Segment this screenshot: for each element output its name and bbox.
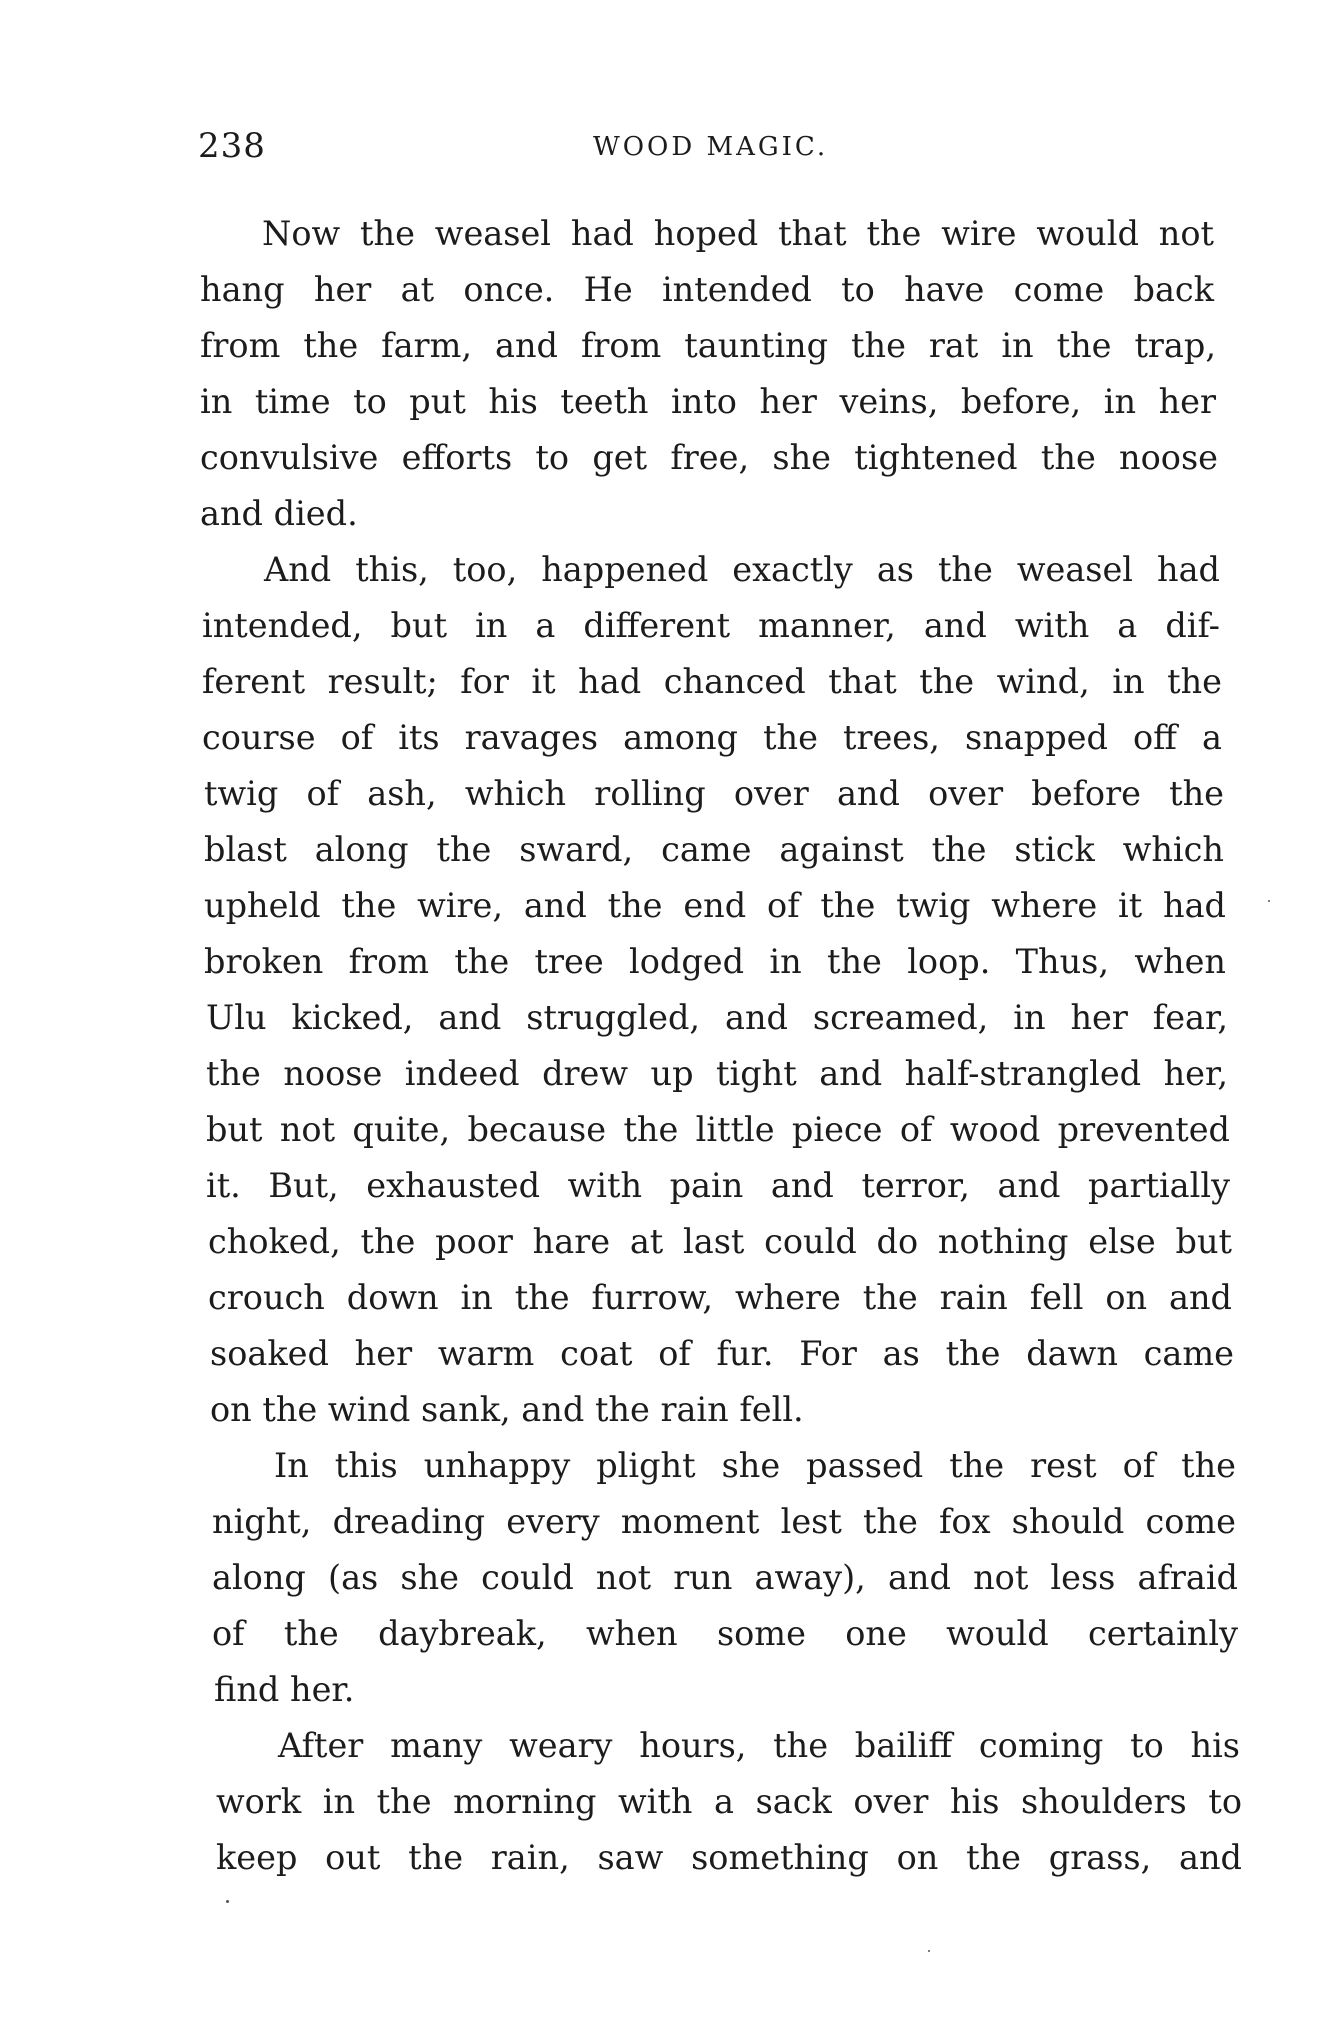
text-line: convulsive efforts to get free, she tightened the noose bbox=[200, 438, 1218, 477]
text-line: find her. bbox=[214, 1670, 355, 1709]
ink-speck bbox=[226, 1900, 229, 1903]
text-line: ferent result; for it had chanced that the wind, in the bbox=[202, 662, 1222, 701]
text-line: In this unhappy plight she passed the rest of the bbox=[274, 1446, 1236, 1485]
text-line: twig of ash, which rolling over and over before the bbox=[204, 774, 1224, 813]
text-line: And this, too, happened exactly as the weasel had bbox=[264, 550, 1220, 589]
text-line: along (as she could not run away), and not less afraid bbox=[212, 1558, 1238, 1597]
text-line: choked, the poor hare at last could do nothing else but bbox=[208, 1222, 1232, 1261]
text-line: course of its ravages among the trees, snapped off a bbox=[202, 718, 1222, 757]
text-line: work in the morning with a sack over his shoulders to bbox=[216, 1782, 1242, 1821]
text-line: the noose indeed drew up tight and half-strangled her, bbox=[206, 1054, 1228, 1093]
text-line: but not quite, because the little piece of wood prevented bbox=[206, 1110, 1230, 1149]
text-line: in time to put his teeth into her veins, before, in her bbox=[200, 382, 1216, 421]
text-line: crouch down in the furrow, where the rain fell on and bbox=[208, 1278, 1232, 1317]
text-line: broken from the tree lodged in the loop. Thus, when bbox=[204, 942, 1226, 981]
text-line: After many weary hours, the bailiff coming to his bbox=[278, 1726, 1240, 1765]
text-line: from the farm, and from taunting the rat in the trap, bbox=[200, 326, 1216, 365]
text-line: it. But, exhausted with pain and terror, and partially bbox=[206, 1166, 1230, 1205]
ink-speck bbox=[928, 1950, 930, 1952]
ink-speck bbox=[1268, 900, 1270, 902]
text-line: keep out the rain, saw something on the grass, and bbox=[216, 1838, 1242, 1877]
page-number: 238 bbox=[198, 126, 266, 166]
text-line: intended, but in a different manner, and with a dif- bbox=[202, 606, 1220, 645]
text-line: blast along the sward, came against the stick which bbox=[204, 830, 1224, 869]
running-head: WOOD MAGIC. bbox=[593, 132, 829, 162]
text-line: Ulu kicked, and struggled, and screamed, in her fear, bbox=[206, 998, 1228, 1037]
text-line: upheld the wire, and the end of the twig where it had bbox=[204, 886, 1226, 925]
text-line: Now the weasel had hoped that the wire would not bbox=[262, 214, 1214, 253]
text-line: on the wind sank, and the rain fell. bbox=[210, 1390, 804, 1429]
text-line: soaked her warm coat of fur. For as the dawn came bbox=[210, 1334, 1234, 1373]
page-header bbox=[198, 126, 1238, 176]
text-line: of the daybreak, when some one would certainly bbox=[212, 1614, 1238, 1653]
text-line: night, dreading every moment lest the fox should come bbox=[212, 1502, 1236, 1541]
text-line: hang her at once. He intended to have come back bbox=[200, 270, 1214, 309]
text-line: and died. bbox=[200, 494, 358, 533]
